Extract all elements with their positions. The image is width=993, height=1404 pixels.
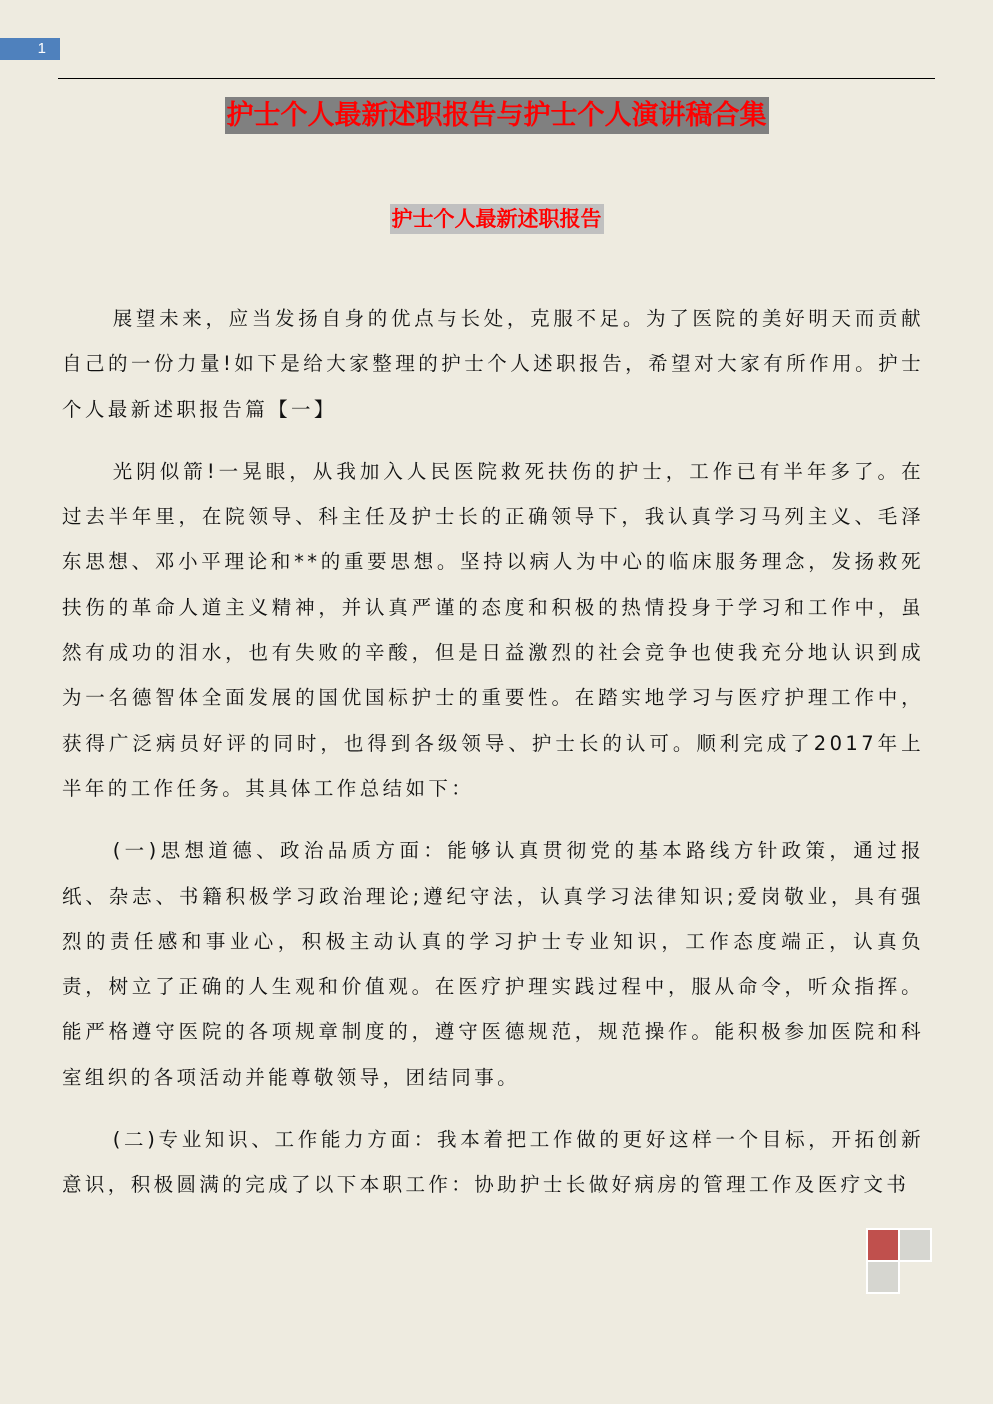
paragraph-overview: 光阴似箭!一晃眼，从我加入人民医院救死扶伤的护士，工作已有半年多了。在过去半年里，在院领导、科主任及护士长的正确领导下，我认真学习马列主义、毛泽东思想、邓小平理论和**的重要思想。坚持以病人为中心的临床服务理念，发扬救死扶伤的革命人道主义精神，并认真严谨的态度和积极的热情投身于学习和工作中，虽然有成功的泪水，也有失败的辛酸，但是日益激烈的社会竞争也使我充分地认识到成为一名德智体全面发展的国优国标护士的重要性。在踏实地学习与医疗护理工作中，获得广泛病员好评的同时，也得到各级领导、护士长的认可。顺利完成了2017年上半年的工作任务。其具体工作总结如下： (62, 459, 924, 800)
sub-title-container (0, 204, 993, 234)
main-title: 护士个人最新述职报告与护士个人演讲稿合集 (225, 97, 769, 134)
section-title: 护士个人最新述职报告 (390, 204, 604, 234)
page-number: 1 (37, 40, 46, 57)
paragraph-section-two: (二)专业知识、工作能力方面：我本着把工作做的更好这样一个目标，开拓创新意识，积极圆满的完成了以下本职工作：协助护士长做好病房的管理工作及医疗文书 (62, 1128, 924, 1197)
decorative-square-red (866, 1228, 900, 1262)
page-number-tab (0, 38, 60, 60)
paragraph-section-one: (一)思想道德、政治品质方面：能够认真贯彻党的基本路线方针政策，通过报纸、杂志、书籍积极学习政治理论;遵纪守法，认真学习法律知识;爱岗敬业，具有强烈的责任感和事业心，积极主动认真的学习护士专业知识，工作态度端正，认真负责，树立了正确的人生观和价值观。在医疗护理实践过程中，服从命令，听众指挥。能严格遵守医院的各项规章制度的，遵守医德规范，规范操作。能积极参加医院和科室组织的各项活动并能尊敬领导，团结同事。 (62, 839, 924, 1089)
document-body (62, 296, 924, 1225)
header-rule-divider (58, 78, 935, 79)
main-title-container (0, 97, 993, 134)
paragraph-intro: 展望未来，应当发扬自身的优点与长处，克服不足。为了医院的美好明天而贡献自己的一份力量!如下是给大家整理的护士个人述职报告，希望对大家有所作用。护士个人最新述职报告篇【一】 (62, 307, 924, 421)
decorative-square-gray (898, 1228, 932, 1262)
decorative-squares (866, 1228, 934, 1294)
decorative-square-gray (866, 1260, 900, 1294)
